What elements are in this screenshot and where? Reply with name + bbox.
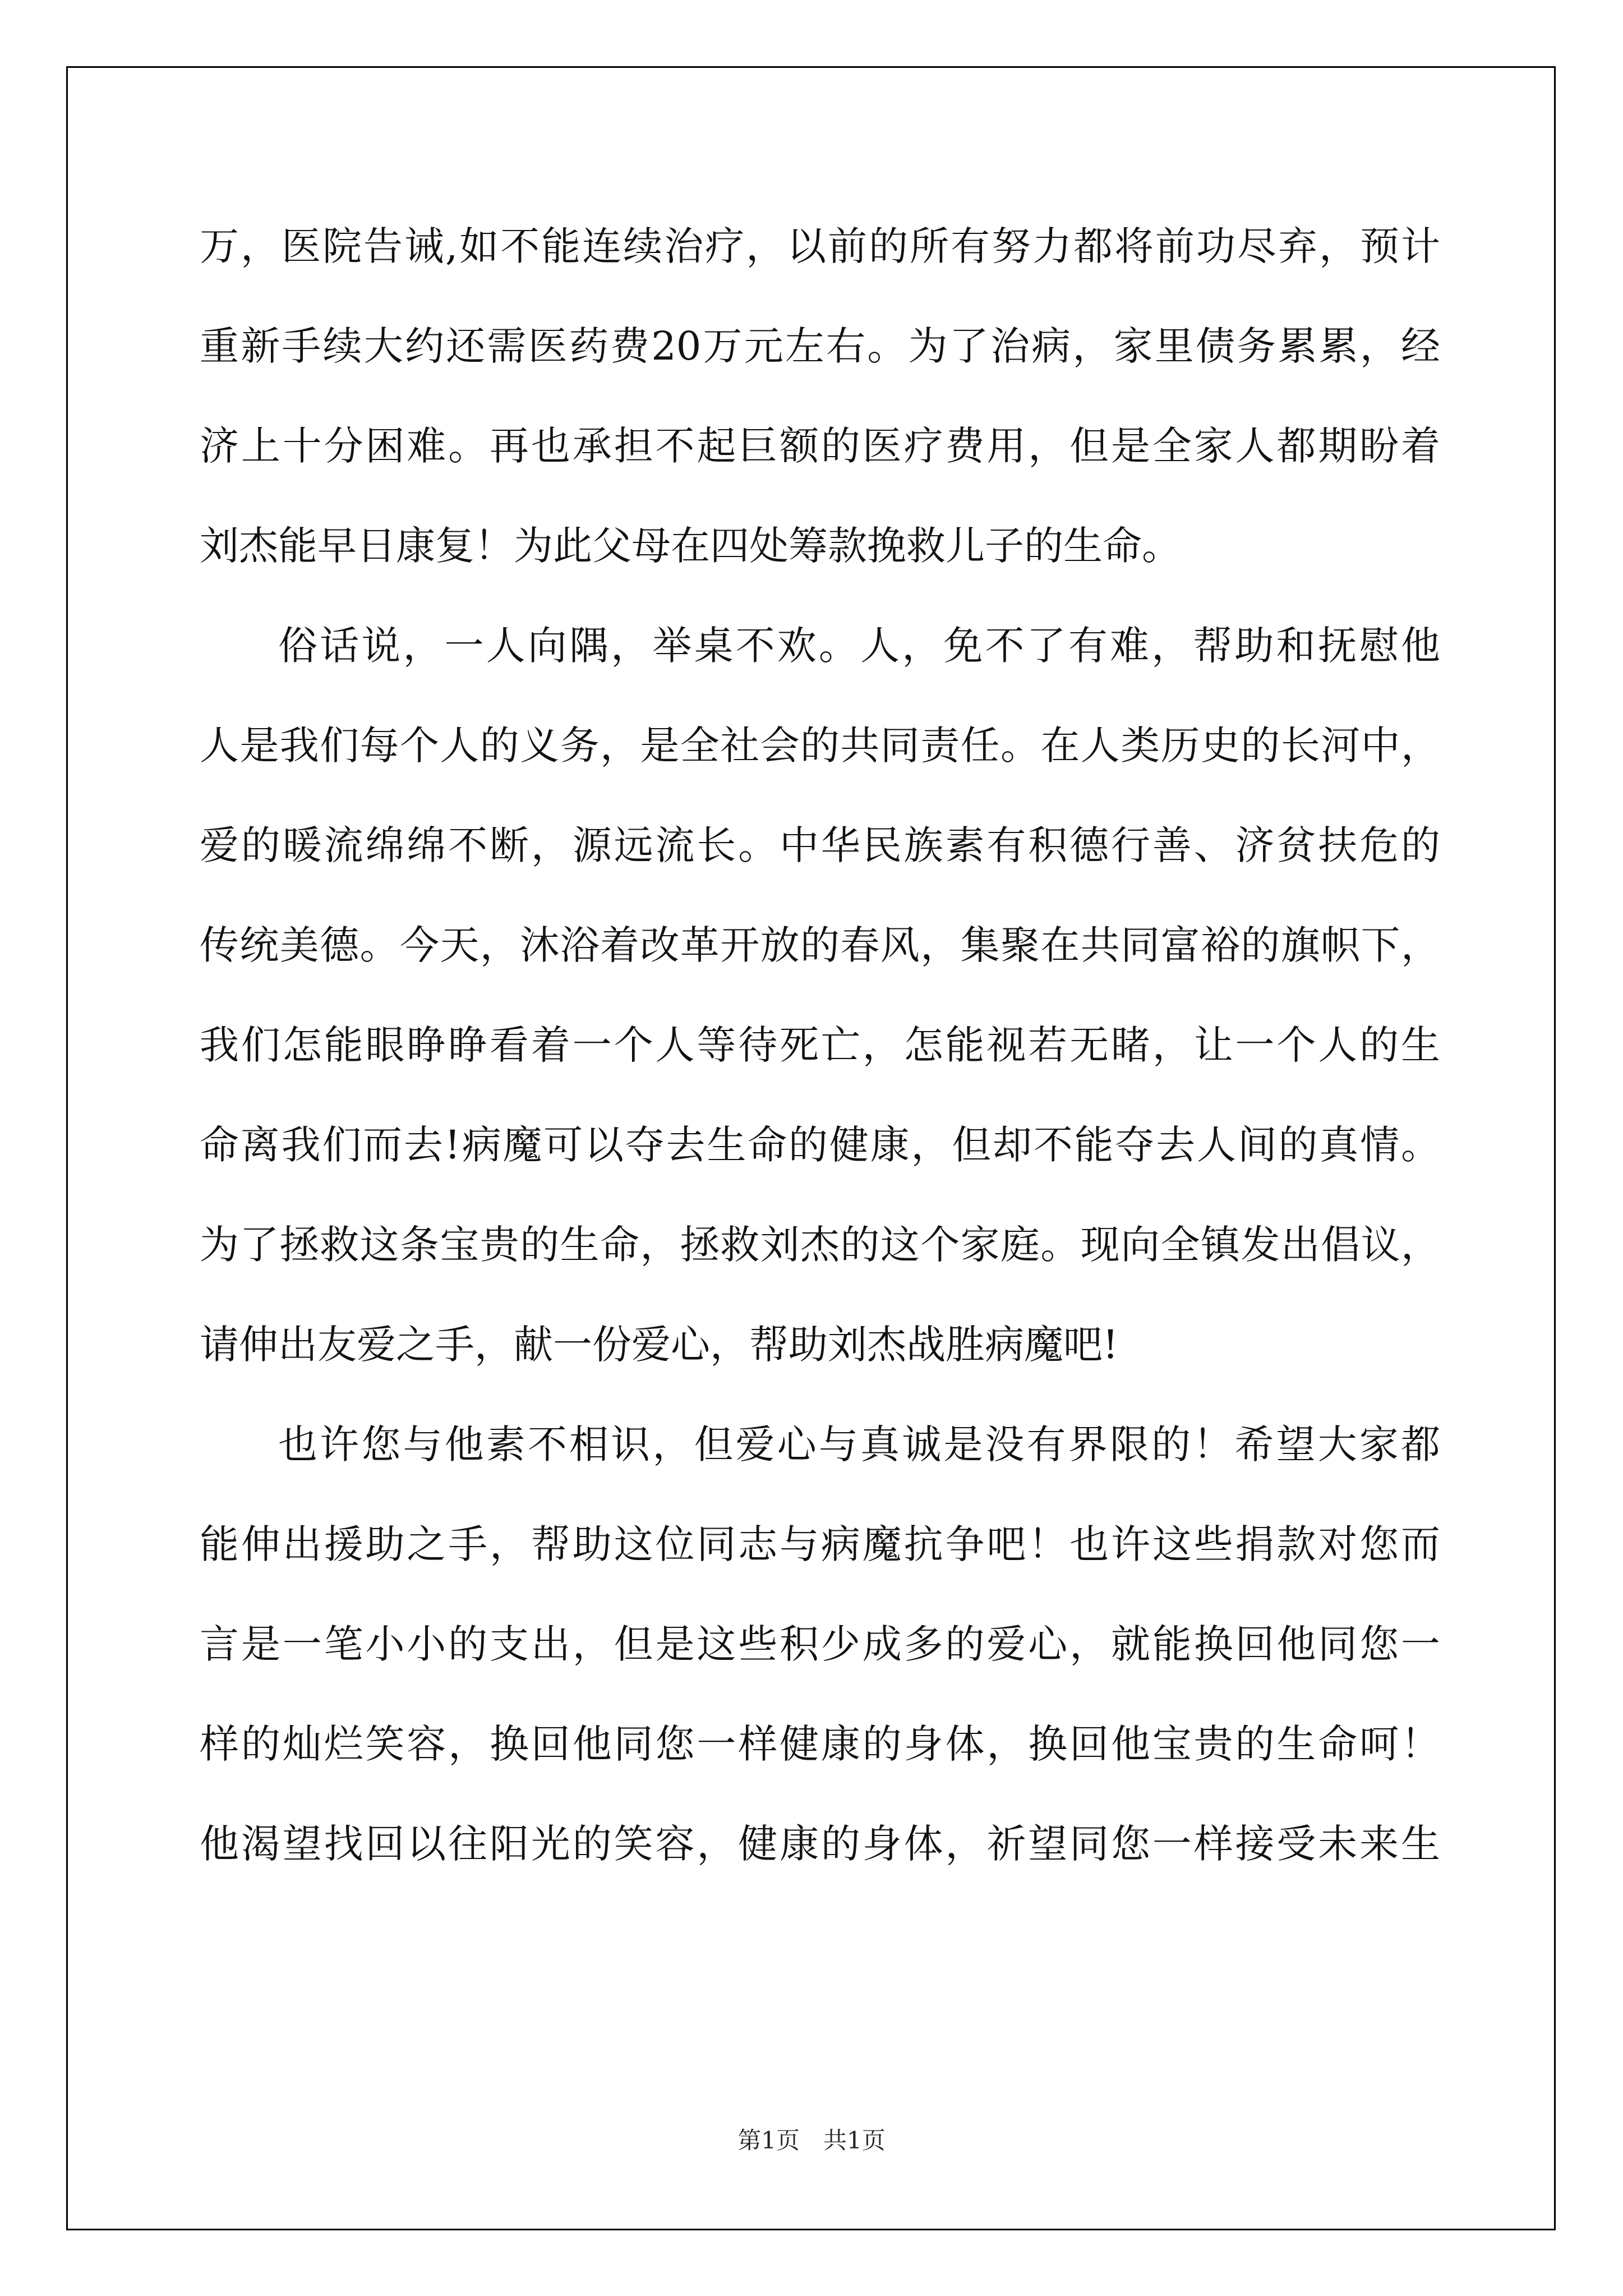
page-number-footer: 第1页 共1页: [737, 2127, 886, 2154]
text-line: 俗话说，一人向隅，举桌不欢。人，免不了有难，帮助和抚慰他: [278, 623, 1440, 669]
text-line: 我们怎能眼睁睁看着一个人等待死亡，怎能视若无睹，让一个人的生: [200, 1022, 1440, 1068]
document-body: [200, 196, 1440, 1894]
text-line: 他渴望找回以往阳光的笑容，健康的身体，祈望同您一样接受未来生: [200, 1821, 1440, 1867]
text-line: 刘杰能早日康复！为此父母在四处筹款挽救儿子的生命。: [200, 523, 1181, 569]
text-line: 重新手续大约还需医药费20万元左右。为了治病，家里债务累累，经: [200, 323, 1440, 369]
text-line: 言是一笔小小的支出，但是这些积少成多的爱心，就能换回他同您一: [200, 1621, 1440, 1667]
text-line: 也许您与他素不相识，但爱心与真诚是没有界限的！希望大家都: [278, 1421, 1440, 1467]
text-line: 能伸出援助之手，帮助这位同志与病魔抗争吧！也许这些捐款对您而: [200, 1521, 1440, 1567]
text-line: 样的灿烂笑容，换回他同您一样健康的身体，换回他宝贵的生命呵！: [200, 1721, 1440, 1767]
text-line: 万，医院告诫,如不能连续治疗，以前的所有努力都将前功尽弃，预计: [200, 223, 1440, 269]
text-line: 请伸出友爱之手，献一份爱心，帮助刘杰战胜病魔吧!: [200, 1322, 1119, 1368]
text-line: 传统美德。今天，沐浴着改革开放的春风，集聚在共同富裕的旗帜下，: [200, 922, 1440, 968]
text-line: 爱的暖流绵绵不断，源远流长。中华民族素有积德行善、济贫扶危的: [200, 822, 1440, 868]
text-line: 济上十分困难。再也承担不起巨额的医疗费用，但是全家人都期盼着: [200, 423, 1440, 469]
text-line: 人是我们每个人的义务，是全社会的共同责任。在人类历史的长河中，: [200, 723, 1440, 769]
text-line: 为了拯救这条宝贵的生命，拯救刘杰的这个家庭。现向全镇发出倡议，: [200, 1222, 1440, 1268]
text-line: 命离我们而去!病魔可以夺去生命的健康，但却不能夺去人间的真情。: [200, 1122, 1440, 1168]
